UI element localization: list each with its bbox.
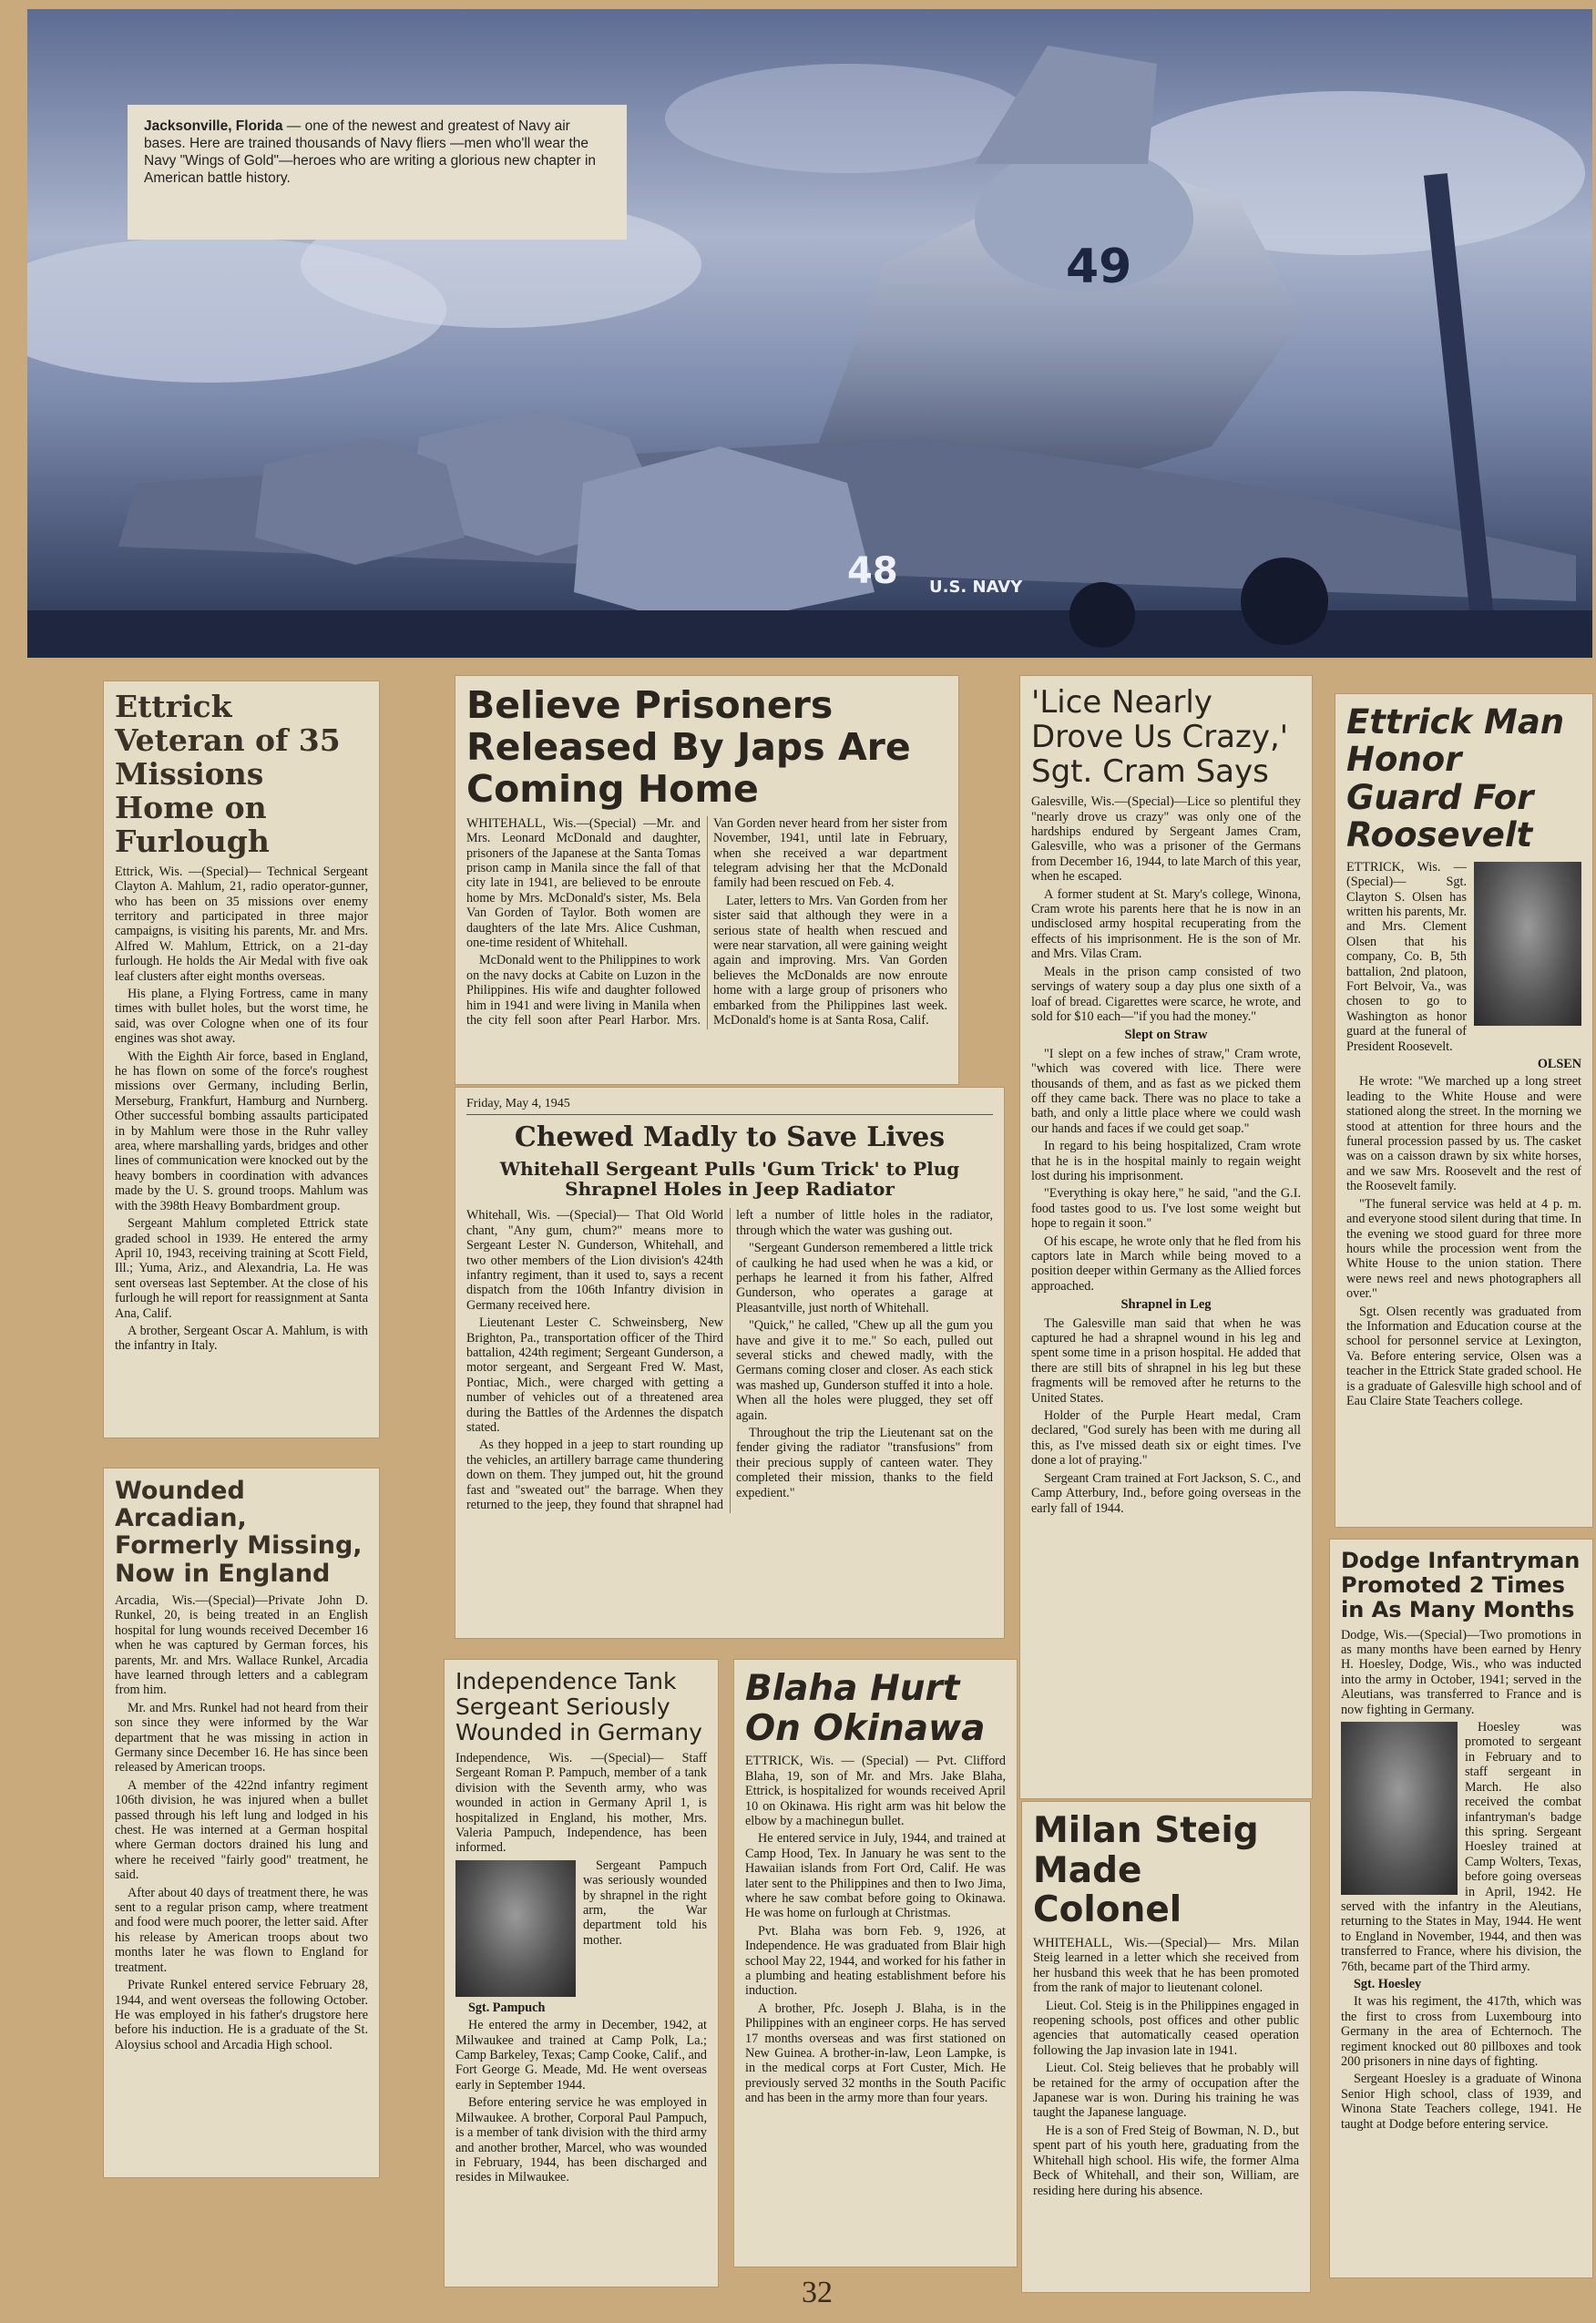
paragraph: Dodge, Wis.—(Special)—Two promotions in as many months have been earned by Henry H. Hoesley, Dodge, Wis., who was inducted into the army in October, 1941; served in the Aleutians, was transferred to France and is now fighting in Germany.: [1341, 1627, 1581, 1717]
paragraph: "I slept on a few inches of straw," Cram wrote, "which was covered with lice. There were thousands of them, and as fast as we picked them off they came back. There was no place to take a bath, and only a little place where we could wash our hands and faces if we could get soap.": [1031, 1046, 1301, 1136]
article-chewed-madly: [455, 1088, 1004, 1638]
paragraph: Before entering service he was employed in Milwaukee. A brother, Corporal Paul Pampuch, is a member of tank division with the third army and another brother, Marcel, who was wounded in February, 1944, has been discharged and resides in Milwaukee.: [455, 2095, 707, 2185]
headline-prisoners-released: Believe Prisoners Released By Japs Are Coming Home: [466, 683, 911, 811]
paragraph: Hoesley was promoted to sergeant in February and to staff sergeant in March. He also received the combat infantryman's badge this spring. Sergeant Hoesley trained at Camp Wolters, Texas, before going overseas in April, 1942. He served with the infantry in the Aleutians, returning to the States in May, 1944. He went to England in November, 1944, and then was transferred to France, where his division, the 76th, became part of the Third army.: [1341, 1720, 1581, 1974]
paragraph: Whitehall, Wis. —(Special)— That Old World chant, "Any gum, chum?" means more to Sergeant Lester N. Gunderson, Whitehall, and two other members of the Lion division's 424th infantry regiment, than it used to, says a recent dispatch from the 106th Infantry division in Germany received here.: [466, 1208, 723, 1313]
headline-independence-tank: Independence Tank Sergeant Seriously Wounded in Germany: [455, 1668, 702, 1745]
paragraph: He wrote: "We marched up a long street leading to the White House and were stationed along the street. In the morning we stood at attention for three hours and the funeral procession passed by us. The casket was on a caisson drawn by six white horses, and we saw Mrs. Roosevelt and the rest of the Roosevelt family.: [1346, 1074, 1581, 1194]
paragraph: Later, letters to Mrs. Van Gorden from her sister said that although they were in a serious state of health when rescued and were near starvation, all were gaining weight again and improving. Mrs. Van Gorden believes the McDonalds are now enroute home with a large group of prisoners who embarked from the Philippines last week. McDonald's home is at Santa Rosa, Calif.: [713, 893, 947, 1028]
article-ettrick-honor-guard: [1335, 694, 1592, 1527]
paragraph: Mr. and Mrs. Runkel had not heard from their son since they were informed by the War department that he was missing in action in Germany since December 16. He has since been released by American troops.: [115, 1700, 368, 1776]
portrait-caption-pampuch: Sgt. Pampuch: [468, 2000, 546, 2015]
paragraph: As they hopped in a jeep to start rounding up the vehicles, an artillery barrage came thundering down on them. They jumped out, hit the ground fast and "sweated out" the barrage. When they returned to the jeep, they found that shrapnel had left a number of little holes in the radiator, through which the water was gushing out.: [466, 1208, 993, 1513]
paragraph: It was his regiment, the 417th, which was the first to cross from Luxembourg into Germany in the area of Echternoch. The regiment knocked out 80 pillboxes and took 200 prisoners in nine days of fighting.: [1341, 1994, 1581, 2069]
article-columns: [466, 816, 947, 1029]
paragraph: Throughout the trip the Lieutenant sat on the fender giving the radiator "transfusions" from their precious supply of canteen water. They completed their mission, thanks to the field expedient.": [736, 1426, 993, 1500]
article-wounded-arcadian: [104, 1469, 379, 2177]
headline-blaha-hurt: Blaha Hurt On Okinawa: [745, 1668, 986, 1749]
subheadline-chewed-madly: Whitehall Sergeant Pulls 'Gum Trick' to Plug Shrapnel Holes in Jeep Radiator: [499, 1157, 960, 1200]
navy-planes-photo: [27, 9, 1592, 658]
headline-milan-steig: Milan Steig Made Colonel: [1033, 1810, 1259, 1931]
paragraph: Sergeant Hoesley is a graduate of Winona Senior High school, class of 1939, and Winona State Teachers college, 1941. He taught at Dodge before entering service.: [1341, 2072, 1581, 2132]
plane-number-1: 49: [1066, 240, 1132, 294]
article-ettrick-veteran: [104, 681, 379, 1438]
paragraph: Private Runkel entered service February 28, 1944, and went overseas the following October. He was employed in his father's drugstore here before his induction. He is a graduate of the St. Aloysius school and Arcadia High school.: [115, 1978, 368, 2052]
paragraph: McDonald went to the Philippines to work on the navy docks at Cabite on Luzon in the Philippines. His wife and daughter followed him in 1941 and were living in Manila when the city fell soon after Pearl Harbor. Mrs. Van Gorden never heard from her sister from November, 1941, until late in February, when she received a war department telegram advising her that the McDonald family had been rescued on Feb. 4.: [466, 815, 947, 1028]
photo-caption-text: — one of the newest and greatest of Navy air bases. Here are trained thousands of Navy fliers —men who'll wear the Navy "Wings of Gold"—heroes who are writing a glorious new chapter in American battle history.: [144, 118, 597, 186]
paragraph: The Galesville man said that when he was captured he had a shrapnel wound in his leg and spent some time in a prison hospital. He added that there are still bits of shrapnel in his leg but these fragments will be removed after he returns to the United States.: [1031, 1315, 1301, 1406]
paragraph: He entered service in July, 1944, and trained at Camp Hood, Tex. In January he was sent to the Hawaiian islands from Fort Ord, Calif. He was later sent to the Philippines and then to Iwo Jima, where he saw combat before going to Okinawa. He was home on furlough at Christmas.: [745, 1831, 1006, 1921]
article-prisoners-released: [455, 676, 958, 1084]
paragraph: Lieut. Col. Steig is in the Philippines engaged in reopening schools, post offices and other public agencies that automatically ceased operation following the Jap invasion late in 1941.: [1033, 1998, 1299, 2058]
page-number: 32: [802, 2276, 833, 2309]
paragraph: He entered the army in December, 1942, at Milwaukee and trained at Camp Polk, La.; Camp Barkeley, Texas; Camp Cooke, Calif., and Fort George G. Meade, Md. He went overseas early in September 1944.: [455, 2018, 707, 2093]
paragraph: Meals in the prison camp consisted of two servings of watery soup a day plus one sixth of a loaf of bread. Cigarettes were scarce, he wrote, and sold for $10 each—"if you had the money.": [1031, 964, 1301, 1024]
subhead-slept-on-straw: Slept on Straw: [1124, 1028, 1208, 1043]
paragraph: His plane, a Flying Fortress, came in many times with bullet holes, but the worst time, he said, was over Cologne when one of its four engines was shot away.: [115, 987, 368, 1047]
paragraph: Galesville, Wis.—(Special)—Lice so plentiful they "nearly drove us crazy" was only one of the hardships endured by Sergeant James Cram, Galesville, who was a prisoner of the Germans from December 16, 1944, to late March of this year, when he escaped.: [1031, 794, 1301, 885]
article-dodge-infantryman: [1330, 1540, 1592, 2277]
paragraph: A brother, Sergeant Oscar A. Mahlum, is with the infantry in Italy.: [115, 1323, 368, 1354]
paragraph: A member of the 422nd infantry regiment 106th division, he was injured when a bullet passed through his left lung and lodged in his chest. He was interned at a German hospital where German doctors drained his lung and where he received "fairly good" treatment, he said.: [115, 1777, 368, 1883]
paragraph: He is a son of Fred Steig of Bowman, N. D., but spent part of his youth here, graduating from the Whitehall high school. His wife, the former Alma Beck of Whitehall, and their son, William, are residing here during his absence.: [1033, 2123, 1299, 2198]
paragraph: "The funeral service was held at 4 p. m. and everyone stood silent during that time. In the evening we stood guard for three more hours while the procession went from the White House to the union station. There were news reel and news photographers all over.": [1346, 1196, 1581, 1302]
photo-caption: [128, 105, 627, 240]
paragraph: Arcadia, Wis.—(Special)—Private John D. Runkel, 20, is being treated in an English hospital for lung wounds received December 16 when he was captured by German forces, his parents, Mr. and Mrs. Wallace Runkel, Arcadia have learned through letters and a cablegram from him.: [115, 1592, 368, 1698]
paragraph: Sergeant Mahlum completed Ettrick state graded school in 1939. He entered the army April 10, 1943, receiving training at Scott Field, Ill.; Yuma, Ariz., and Alexandria, La. He was sent overseas last September. At the close of his furlough he will report for reassignment at Santa Ana, Calif.: [115, 1216, 368, 1321]
paragraph: Pvt. Blaha was born Feb. 9, 1926, at Independence. He was graduated from Blair high school May 22, 1944, and worked for his father in a plumbing and heating establishment before his induction.: [745, 1923, 1006, 1999]
paragraph: "Sergeant Gunderson remembered a little trick of caulking he had used when he was a kid, or perhaps he learned it from his father, Alfred Gunderson, who operates a garage at Pleasantville, just north of Whitehall.: [736, 1241, 993, 1315]
headline-ettrick-veteran: Ettrick Veteran of 35 Missions Home on Furlough: [115, 689, 341, 859]
paragraph: Lieut. Col. Steig believes that he probably will be retained for the army of occupation after the Japanese war is won. During his training he was taught the Japanese language.: [1033, 2061, 1299, 2121]
paragraph: Of his escape, he wrote only that he fled from his captors late in March while being moved to a position deeper within Germany as the Allied forces approached.: [1031, 1233, 1301, 1294]
plane-marking: U.S. NAVY: [929, 578, 1023, 597]
portrait-pampuch: [455, 1860, 576, 1997]
headline-wounded-arcadian: Wounded Arcadian, Formerly Missing, Now in England: [115, 1477, 363, 1588]
paragraph: Ettrick, Wis. —(Special)— Technical Sergeant Clayton A. Mahlum, 21, radio operator-gunner, who has been on 35 missions over enemy territory and participated in three major campaigns, is visiting his parents, Mr. and Mrs. Alfred W. Mahlum, Ettrick, on a 21-day furlough. He holds the Air Medal with five oak leaf clusters after eight months overseas.: [115, 864, 368, 984]
paragraph: Sgt. Olsen recently was graduated from the Information and Education course at the school for personnel service at Lexington, Va. Before entering service, Olsen was a teacher in the Ettrick State graded school. He is a graduate of Galesville high school and of Eau Claire State Teachers college.: [1346, 1304, 1581, 1408]
clipping-date: Friday, May 4, 1945: [466, 1097, 993, 1115]
portrait-hoesley: [1341, 1722, 1458, 1895]
subhead-shrapnel-in-leg: Shrapnel in Leg: [1120, 1297, 1212, 1313]
paragraph: A brother, Pfc. Joseph J. Blaha, is in the Philippines with an engineer corps. He has served 17 months overseas and was first stationed on New Guinea. A brother-in-law, Leon Lampke, is in the medical corps at Fort Custer, Mich. He previously served 32 months in the South Pacific and has been in the army more than four years.: [745, 2001, 1006, 2106]
paragraph: "Everything is okay here," he said, "and the G.I. food tastes good to us. I've lost some weight but hope to regain it soon.": [1031, 1186, 1301, 1232]
photo-caption-place: Jacksonville, Florida: [144, 118, 283, 134]
portrait-caption-olsen: OLSEN: [1537, 1057, 1581, 1072]
paragraph: A former student at St. Mary's college, Winona, Cram wrote his parents here that he is now in an undisclosed army hospital recuperating from the effects of his imprisonment. He is the son of Mr. and Mrs. Vilas Cram.: [1031, 886, 1301, 962]
portrait-caption-hoesley: Sgt. Hoesley: [1354, 1976, 1422, 1991]
paragraph: ETTRICK, Wis. — (Special) — Pvt. Clifford Blaha, 19, son of Mr. and Mrs. Jake Blaha, Ettrick, is hospitalized for wounds received April 10 on Okinawa. His right arm was hit below the elbow by a machinegun bullet.: [745, 1754, 1006, 1828]
paragraph: With the Eighth Air force, based in England, he has flown on some of the force's roughest missions over Germany, including Berlin, Merseburg, Frankfurt, Hamburg and Nurnberg. Other successful bombing assaults participated in by Mahlum were those in the Ruhr valley area, where marshalling yards, bridges and other lines of communication were knocked out by the heavy bombers in coordination with advances made by the U. S. ground troops. Mahlum was with the 398th Heavy Bombardment group.: [115, 1049, 368, 1213]
paragraph: ETTRICK, Wis. —(Special)— Sgt. Clayton S. Olsen has written his parents, Mr. and Mrs. Clement Olsen that his company, Co. B, 5th battalion, 2nd platoon, Fort Belvoir, Va., was chosen to go to Washington as honor guard at the funeral of President Roosevelt.: [1346, 859, 1468, 1054]
article-columns: [466, 1208, 993, 1512]
paragraph: In regard to his being hospitalized, Cram wrote that he is in the hospital mainly to regain weight lost during his imprisonment.: [1031, 1139, 1301, 1183]
article-blaha-hurt: [734, 1660, 1017, 2267]
paragraph: Holder of the Purple Heart medal, Cram declared, "God surely has been with me during all this, as I've missed death six or eight times. I've done a lot of praying.": [1031, 1408, 1301, 1469]
headline-dodge-infantryman: Dodge Infantryman Promoted 2 Times in As Many Months: [1341, 1548, 1581, 1622]
paragraph: WHITEHALL, Wis.—(Special) —Mr. and Mrs. Leonard McDonald and daughter, prisoners of the Japanese at the Santa Tomas prison camp in Manila since the fall of that city late in 1941, are believed to be enroute home by Mrs. McDonald's sister, Ms. Bela Van Gorden of Taylor. Both women are daughters of the late Mrs. Alice Cushman, one-time resident of Whitehall.: [466, 815, 701, 950]
paragraph: "Quick," he called, "Chew up all the gum you have and give it to me." So each, pulled out several sticks and chewed madly, with the Germans coming closer and closer. As each stick was mashed up, Gunderson stuffed it into a hole. When all the holes were plugged, they set off again.: [736, 1318, 993, 1423]
paragraph: Lieutenant Lester C. Schweinsberg, New Brighton, Pa., transportation officer of the Third battalion, 424th regiment; Sergeant Gunderson, a motor sergeant, and Sergeant Fred W. Mast, Pontiac, Mich., were charged with getting a number of vehicles out of a threatened area during the Battles of the Ardennes the dispatch stated.: [466, 1315, 723, 1436]
article-lice-cram: [1020, 676, 1312, 1798]
paragraph: WHITEHALL, Wis.—(Special)— Mrs. Milan Steig learned in a letter which she received from her husband this week that he has been promoted from the rank of major to lieutenant colonel.: [1033, 1936, 1299, 1996]
portrait-olsen: [1474, 862, 1581, 1026]
plane-number-2: 48: [847, 550, 898, 592]
headline-ettrick-honor-guard: Ettrick Man Honor Guard For Roosevelt: [1346, 702, 1565, 855]
paragraph: Sergeant Pampuch was seriously wounded by shrapnel in the right arm, the War department told his mother.: [583, 1857, 707, 1948]
headline-lice-cram: 'Lice Nearly Drove Us Crazy,' Sgt. Cram Says: [1031, 684, 1289, 791]
article-independence-tank: [445, 1660, 718, 2287]
headline-chewed-madly: Chewed Madly to Save Lives: [514, 1121, 946, 1153]
paragraph: Sergeant Cram trained at Fort Jackson, S. C., and Camp Atterbury, Ind., before going overseas in the early fall of 1944.: [1031, 1470, 1301, 1516]
paragraph: After about 40 days of treatment there, he was sent to a regular prison camp, where treatment and food were much poorer, the letter said. After his release by American troops about two months later he was flown to England for treatment.: [115, 1885, 368, 1975]
article-milan-steig: [1022, 1802, 1310, 2292]
paragraph: Independence, Wis. —(Special)— Staff Sergeant Roman P. Pampuch, member of a tank division with the Seventh army, who was wounded in action in Germany April 1, is hospitalized in England, his mother, Mrs. Valeria Pampuch, Independence, has been informed.: [455, 1751, 707, 1856]
